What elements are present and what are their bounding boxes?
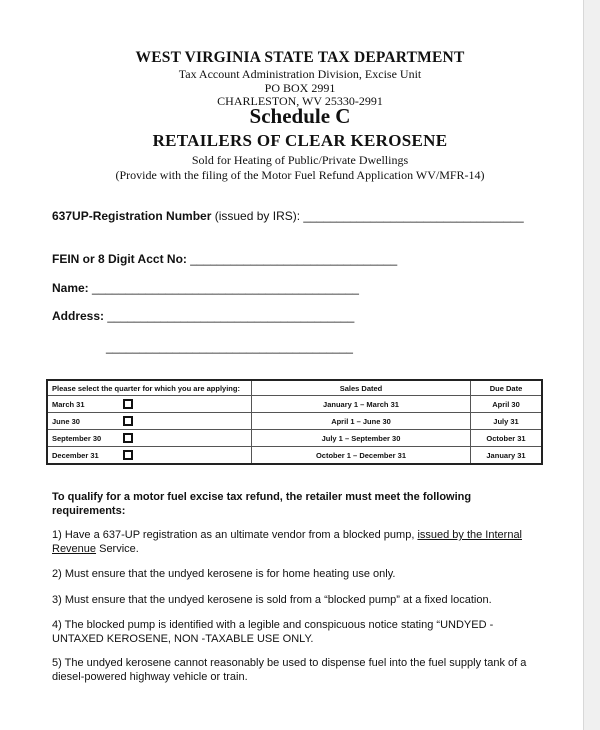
- sales-dated: April 1 – June 30: [252, 413, 471, 430]
- address-line-2[interactable]: _____________________________________: [106, 340, 353, 354]
- requirements-intro: To qualify for a motor fuel excise tax refund, the retailer must meet the following requirements:: [52, 491, 472, 517]
- quarter-header: Please select the quarter for which you are applying:: [47, 380, 252, 396]
- address-input-line[interactable]: _____________________________________: [104, 309, 355, 323]
- schedule-title: Schedule C: [249, 104, 351, 128]
- irs-reference: issued by the Internal Revenue: [52, 529, 523, 555]
- due-date: July 31: [471, 413, 543, 430]
- address-label: Address:: [52, 309, 105, 323]
- table-row: [47, 413, 542, 430]
- requirement-1-end: Service.: [96, 542, 139, 555]
- city-address: CHARLESTON, WV 25330-2991: [217, 94, 383, 108]
- table-row: [47, 447, 542, 465]
- division-name: Tax Account Administration Division, Excise Unit: [178, 67, 422, 81]
- name-input-line[interactable]: ________________________________________: [88, 281, 359, 295]
- due-date: April 30: [471, 396, 543, 413]
- quarter-label: March 31: [47, 396, 123, 413]
- table-row: [47, 396, 542, 413]
- registration-number-field[interactable]: [52, 209, 524, 223]
- due-date-header: Due Date: [471, 380, 543, 396]
- fein-field[interactable]: [52, 252, 397, 266]
- quarter-checkbox-december[interactable]: [123, 450, 133, 460]
- quarter-checkbox-june[interactable]: [123, 416, 133, 426]
- requirement-4: 4) The blocked pump is identified with a legible and conspicuous notice stating “UNDYED - UNTAXED KEROSENE, NON -TAXABLE USE ONLY.: [52, 619, 494, 645]
- po-box: PO BOX 2991: [264, 81, 336, 95]
- requirement-1-text: 1) Have a 637-UP registration as an ultimate vendor from a blocked pump,: [52, 529, 418, 541]
- requirement-2: 2) Must ensure that the undyed kerosene is for home heating use only.: [52, 568, 396, 580]
- quarter-label: September 30: [47, 430, 123, 447]
- requirement-1: [52, 529, 542, 556]
- quarter-checkbox-march[interactable]: [123, 399, 133, 409]
- due-date: October 31: [471, 430, 543, 447]
- sales-dated: October 1 – December 31: [252, 447, 471, 465]
- requirement-3: 3) Must ensure that the undyed kerosene is sold from a “blocked pump” at a fixed location.: [52, 594, 492, 606]
- filing-note: (Provide with the filing of the Motor Fuel Refund Application WV/MFR-14): [115, 168, 485, 182]
- registration-input-line[interactable]: _________________________________: [303, 209, 524, 223]
- requirement-5: 5) The undyed kerosene cannot reasonably be used to dispense fuel into the fuel supply tank of a diesel-powered highway vehicle or train.: [52, 657, 527, 683]
- due-date: January 31: [471, 447, 543, 465]
- table-row: [47, 430, 542, 447]
- department-name: WEST VIRGINIA STATE TAX DEPARTMENT: [135, 49, 465, 66]
- registration-suffix: (issued by IRS):: [211, 209, 304, 223]
- sales-dated: July 1 – September 30: [252, 430, 471, 447]
- address-field[interactable]: [52, 309, 354, 323]
- quarter-label: June 30: [47, 413, 123, 430]
- table-header-row: [47, 380, 542, 396]
- form-subtitle: Sold for Heating of Public/Private Dwellings: [191, 153, 409, 167]
- sales-dated: January 1 – March 31: [252, 396, 471, 413]
- name-field[interactable]: [52, 281, 359, 295]
- registration-label: 637UP-Registration Number: [52, 209, 212, 223]
- fein-input-line[interactable]: _______________________________: [186, 252, 398, 266]
- form-title: RETAILERS OF CLEAR KEROSENE: [152, 131, 448, 150]
- quarter-table: [46, 379, 543, 465]
- quarter-checkbox-september[interactable]: [123, 433, 133, 443]
- sales-dated-header: Sales Dated: [252, 380, 471, 396]
- name-label: Name:: [52, 281, 89, 295]
- fein-label: FEIN or 8 Digit Acct No:: [52, 252, 187, 266]
- quarter-label: December 31: [47, 447, 123, 465]
